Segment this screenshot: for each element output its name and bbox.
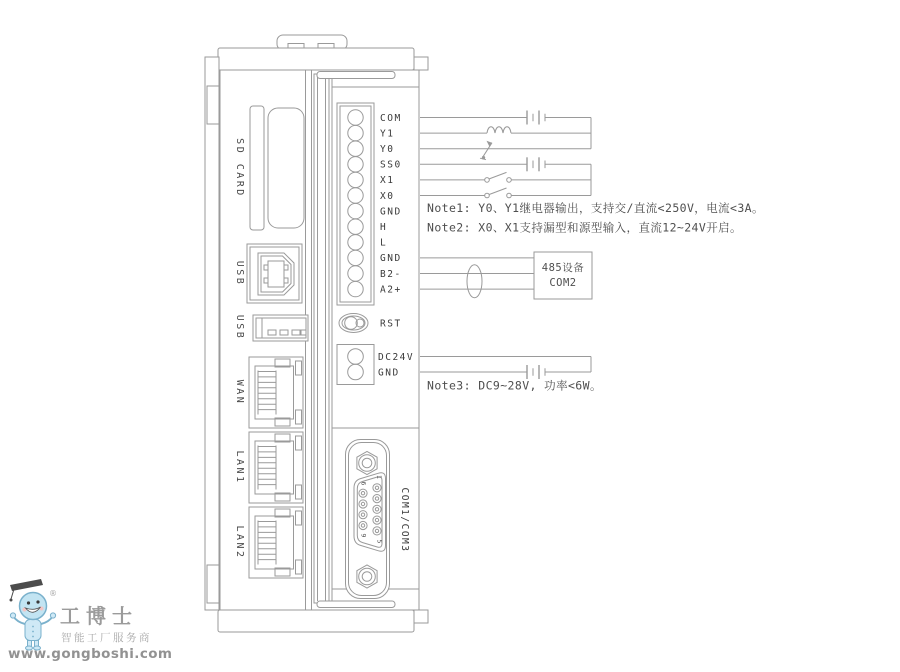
- terminal-label: H: [380, 222, 388, 233]
- battery-icon: [527, 157, 545, 171]
- lamp-load-icon: [480, 141, 492, 160]
- bottom-cap: [218, 610, 414, 632]
- brand-tagline: 智能工厂服务商: [61, 632, 152, 644]
- bottom-right-ear: [414, 610, 428, 623]
- wan-port: [249, 357, 303, 428]
- switch-icon: [485, 172, 512, 182]
- note-3: Note3: DC9~28V, 功率<6W。: [427, 378, 602, 393]
- battery-icon: [527, 111, 545, 125]
- power-terminal-block: [337, 345, 374, 385]
- terminal-label: Y1: [380, 128, 395, 140]
- terminal-label: A2+: [380, 284, 402, 296]
- rst-label: RST: [380, 318, 402, 330]
- db9-pin1-number: 1: [375, 475, 383, 479]
- usb-a-port: [253, 315, 308, 341]
- battery-icon: [527, 365, 545, 379]
- terminal-label: Y0: [380, 144, 395, 155]
- wiring-diagram: [420, 111, 592, 380]
- terminal-label: SS0: [380, 159, 402, 171]
- rs485-box-name: 485设备: [541, 262, 585, 274]
- note-1: Note1: Y0、Y1继电器输出，支持交/直流<250V，电流<3A。: [427, 201, 764, 215]
- power-label-dc24v: DC24V: [378, 352, 415, 363]
- terminal-label: B2-: [380, 268, 402, 280]
- terminal-label: L: [380, 237, 388, 249]
- lan2-label: LAN2: [234, 525, 245, 560]
- rs485-box-port: COM2: [549, 277, 577, 289]
- db9-pin6-number: 6: [359, 481, 368, 486]
- db9-pin9-number: 9: [359, 533, 368, 538]
- rs485-device-box: [534, 252, 592, 299]
- usb-b-port: [247, 244, 302, 303]
- cover-bottom-bar: [317, 601, 395, 608]
- db9-pin5-number: 5: [375, 539, 384, 544]
- com-port-label: COM1/COM3: [399, 487, 410, 553]
- relay-output-circuit: [420, 111, 591, 160]
- sd-card-label: SD CARD: [234, 138, 245, 198]
- brand-name: 工博士: [60, 604, 138, 628]
- terminal-label: GND: [380, 206, 402, 218]
- note-2: Note2: X0、X1支持漏型和源型输入，直流12~24V开启。: [427, 220, 742, 235]
- input-circuit: [420, 157, 591, 198]
- watermark-logo: [8, 579, 172, 662]
- power-circuit: [420, 357, 591, 380]
- rear-mount-strip: [205, 57, 219, 610]
- registered-mark: ®: [49, 589, 57, 598]
- usb-a-label: USB: [234, 314, 245, 341]
- rs485-circuit: [420, 252, 592, 299]
- db9-connector: [346, 440, 390, 599]
- usb-b-label: USB: [234, 260, 245, 287]
- cable-shield-ellipse: [467, 265, 482, 298]
- switch-icon: [485, 188, 512, 198]
- terminal-label: X1: [380, 175, 395, 187]
- terminal-label: COM: [380, 112, 402, 124]
- top-right-ear: [414, 57, 428, 70]
- website-url: www.gongboshi.com: [8, 646, 173, 662]
- io-terminal-block: [337, 103, 374, 305]
- wan-label: WAN: [234, 379, 245, 406]
- inductor-icon: [487, 127, 511, 133]
- lan2-port: [249, 507, 303, 578]
- cover-top-bar: [317, 72, 395, 79]
- lan1-label: LAN1: [234, 450, 245, 485]
- cover-spine: [314, 74, 329, 603]
- terminal-label: GND: [380, 253, 402, 265]
- lan1-port: [249, 432, 303, 503]
- power-label-gnd: GND: [378, 367, 400, 379]
- top-cap: [218, 48, 414, 70]
- terminal-label: X0: [380, 190, 395, 202]
- mascot-head: [20, 593, 47, 620]
